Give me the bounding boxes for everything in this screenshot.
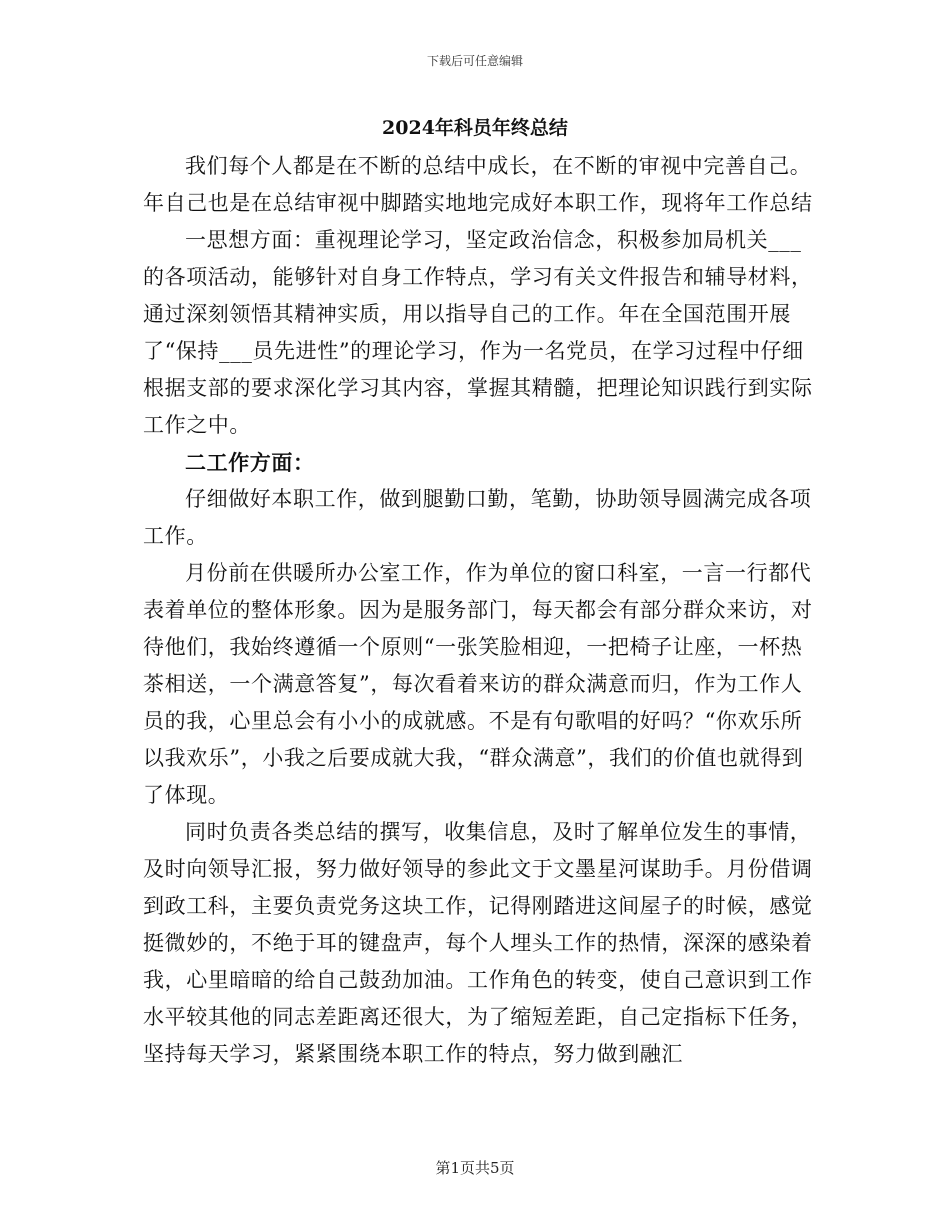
document-body — [143, 148, 813, 1073]
page-number: 第1页共5页 — [435, 1159, 515, 1177]
writing-duties-paragraph: 同时负责各类总结的撰写，收集信息，及时了解单位发生的事情，及时向领导汇报，努力做好领导的参此文于文墨星河谋助手。月份借调到政工科，主要负责党务这块工作，记得刚踏进这间屋子的时候，感觉挺微妙的，不绝于耳的键盘声，每个人埋头工作的热情，深深的感染着我，心里暗暗的给自己鼓劲加油。工作角色的转变，使自己意识到工作水平较其他的同志差距离还很大，为了缩短差距，自己定指标下任务，坚持每天学习，紧紧围绕本职工作的特点，努力做到融汇 — [143, 820, 813, 1066]
work-section-heading: 二工作方面： — [185, 450, 315, 475]
intro-paragraph: 我们每个人都是在不断的总结中成长，在不断的审视中完善自己。年自己也是在总结审视中脚踏实地地完成好本职工作，现将年工作总结 — [143, 154, 813, 215]
office-work-paragraph: 月份前在供暖所办公室工作，作为单位的窗口科室，一言一行都代表着单位的整体形象。因为是服务部门，每天都会有部分群众来访，对待他们，我始终遵循一个原则“一张笑脸相迎，一把椅子让座，一杯热茶相送，一个满意答复”，每次看着来访的群众满意而归，作为工作人员的我，心里总会有小小的成就感。不是有句歌唱的好吗？“你欢乐所以我欢乐”，小我之后要成就大我，“群众满意”，我们的价值也就得到了体现。 — [143, 561, 813, 807]
ideology-paragraph: 一思想方面：重视理论学习，坚定政治信念，积极参加局机关___的各项活动，能够针对自身工作特点，学习有关文件报告和辅导材料，通过深刻领悟其精神实质，用以指导自己的工作。年在全国范围开展了“保持___员先进性”的理论学习，作为一名党员，在学习过程中仔细根据支部的要求深化学习其内容，掌握其精髓，把理论知识践行到实际工作之中。 — [143, 228, 813, 437]
work-summary-paragraph: 仔细做好本职工作，做到腿勤口勤，笔勤，协助领导圆满完成各项工作。 — [143, 487, 812, 548]
document-title: 2024年科员年终总结 — [382, 117, 568, 139]
page-header-note: 下载后可任意编辑 — [426, 54, 523, 68]
